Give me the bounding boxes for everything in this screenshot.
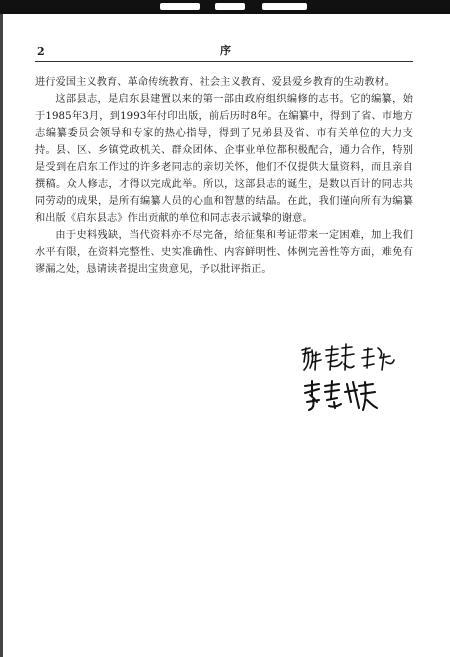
paragraph-disclaimer: 由于史料残缺，当代资料亦不尽完备，给征集和考证带来一定困难，加上我们水平有限，在资料完整性、史实准确性、内容鲜明性、体例完善性等方面，难免有谬漏之处，恳请读者提出宝贵意见，予以批评指正。 <box>35 230 413 275</box>
body-text <box>35 74 413 278</box>
running-header <box>35 38 413 62</box>
scan-edge-top <box>0 0 450 14</box>
paragraph-acknowledgement: 这部县志，是启东县建置以来的第一部由政府组织编修的志书。它的编纂，始于1985年3月，到1993年付印出版，前后历时8年。在编纂中，得到了省、市地方志编纂委员会领导和专家的热心指导，得到了兄弟县及省、市有关单位的大力支持。县、区、乡镇党政机关、群众团体、企事业单位都积极配合，通力合作，特别是受到在启东工作过的许多老同志的亲切关怀，他们不仅提供大量资料，而且亲自撰稿。众人修志，才得以完成此举。所以，这部县志的诞生，是数以百计的同志共同劳动的成果，是所有编纂人员的心血和智慧的结晶。在此，我们谨向所有为编纂和出版《启东县志》作出贡献的单位和同志表示诚挚的谢意。 <box>35 94 413 224</box>
document-page <box>35 38 413 278</box>
signature-1 <box>298 340 398 376</box>
running-title: 序 <box>220 44 231 57</box>
paragraph-continuation: 进行爱国主义教育、革命传统教育、社会主义教育、爱县爱乡教育的生动教材。 <box>35 77 396 88</box>
page-number: 2 <box>37 45 45 58</box>
signature-2 <box>301 378 381 412</box>
scan-edge-left <box>0 14 3 657</box>
